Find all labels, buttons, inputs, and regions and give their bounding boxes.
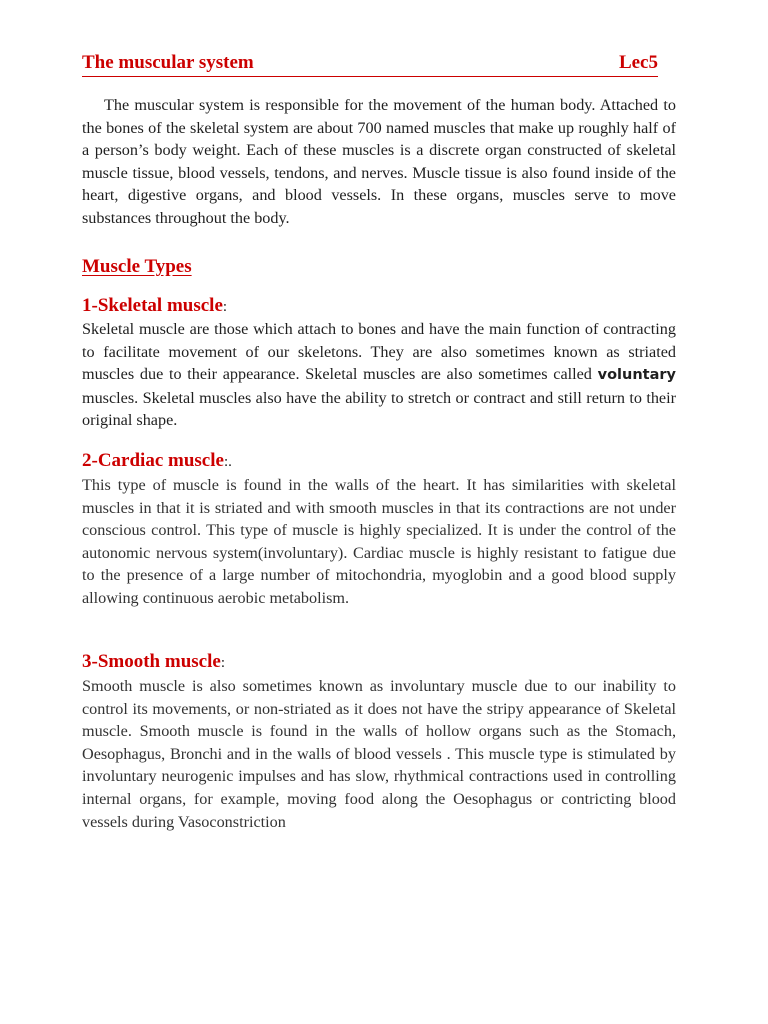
skeletal-muscle-heading bbox=[82, 294, 227, 319]
intro-paragraph: The muscular system is responsible for the movement of the human body. Attached to the bones of the skeletal system are about 700 named muscles that make up roughly half of a person’s body weight. Each of these muscles is a discrete organ constructed of skeletal muscle tissue, blood vessels, tendons, and nerves. Muscle tissue is also found inside of the heart, digestive organs, and blood vessels. In these organs, muscles serve to move substances throughout the body. bbox=[82, 96, 676, 227]
voluntary-keyword: voluntary bbox=[597, 367, 676, 384]
skeletal-muscle-heading-suffix: : bbox=[222, 299, 228, 315]
smooth-muscle-paragraph: Smooth muscle is also sometimes known as involuntary muscle due to our inability to control its movements, or non-striated as it does not have the stripy appearance of Skeletal muscle. Smooth muscle is found in the walls of hollow organs such as the Stomach, Oesophagus, Bronchi and in the walls of blood vessels . This muscle type is stimulated by involuntary neurogenic impulses and has slow, rhythmical contractions used in controlling internal organs, for example, moving food along the Oesophagus or contricting blood vessels during Vasoconstriction bbox=[82, 677, 676, 831]
cardiac-muscle-heading bbox=[82, 449, 232, 474]
cardiac-muscle-heading-text: 2-Cardiac muscle bbox=[82, 450, 224, 471]
page-title: The muscular system bbox=[82, 52, 254, 73]
smooth-muscle-heading bbox=[82, 650, 225, 675]
cardiac-muscle-heading-suffix: :. bbox=[223, 454, 232, 470]
skeletal-muscle-heading-text: 1-Skeletal muscle bbox=[82, 295, 223, 316]
lecture-number: Lec5 bbox=[618, 52, 658, 73]
cardiac-muscle-paragraph: This type of muscle is found in the walls of the heart. It has similarities with skeletal muscles in that it is striated and with smooth muscles in that its contractions are not under conscious control. This type of muscle is highly specialized. It is under the control of the autonomic nervous system(involuntary). Cardiac muscle is highly resistant to fatigue due to the presence of a large number of mitochondria, myoglobin and a good blood supply allowing continuous aerobic metabolism. bbox=[82, 476, 676, 607]
skeletal-muscle-paragraph bbox=[82, 318, 676, 432]
muscle-types-heading: Muscle Types bbox=[82, 256, 192, 277]
page-title-bar bbox=[82, 52, 658, 77]
smooth-muscle-heading-text: 3-Smooth muscle bbox=[82, 651, 221, 672]
skeletal-text-before: Skeletal muscle are those which attach to bones and have the main function of contracting to facilitate movement of our skeletons. They are also sometimes known as striated muscles due to their appearance. Skeletal muscles are also sometimes called bbox=[82, 320, 676, 384]
smooth-muscle-heading-suffix: : bbox=[220, 655, 225, 671]
skeletal-text-after: muscles. Skeletal muscles also have the ability to stretch or contract and still return to their original shape. bbox=[82, 388, 676, 430]
